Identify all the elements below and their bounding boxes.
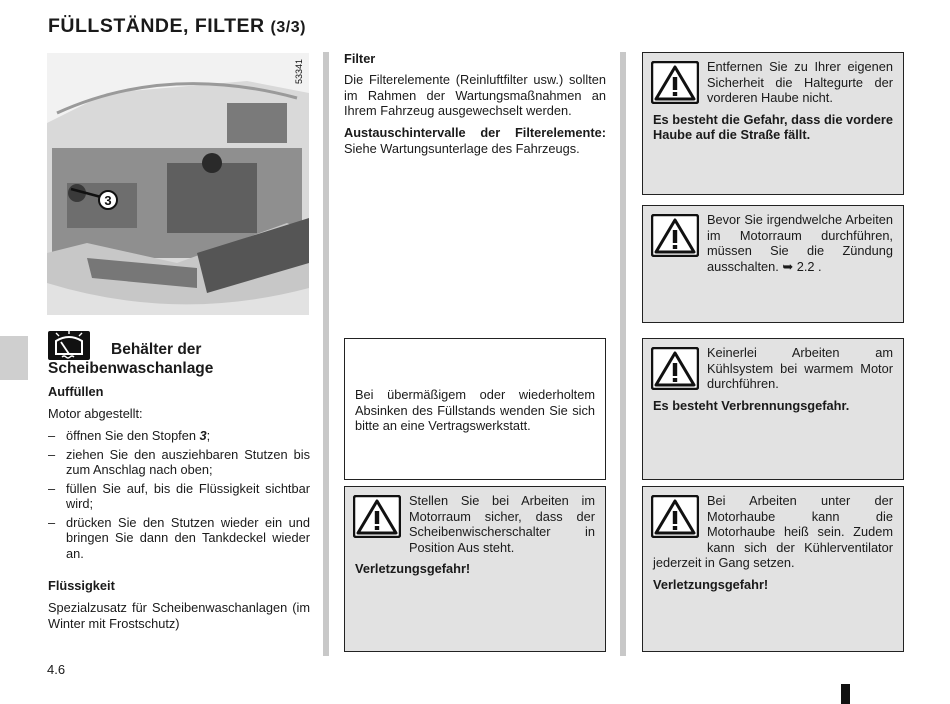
warning-icon (651, 347, 699, 390)
wiper-warning-box: Stellen Sie bei Arbeiten im Motorraum sicher, dass der Scheibenwischerschalter in Position Aus steht. Verletzungsgefahr! (344, 486, 606, 652)
manual-reference: ➥ 2.2 . (782, 258, 822, 274)
fluid-heading: Flüssigkeit (48, 578, 115, 593)
engine-bay-photo (47, 53, 309, 315)
list-item: – drücken Sie den Stutzen wieder ein und bringen Sie dann den Tankdeckel wieder an. (48, 514, 310, 561)
hot-engine-warning-box: Keinerlei Arbeiten am Kühlsystem bei warmem Motor durchführen. Es besteht Verbrennungsgefahr. (642, 338, 904, 480)
column-divider (323, 52, 329, 656)
photo-number: 53341 (294, 59, 304, 85)
hood-belts-warning-box: Entfernen Sie zu Ihrer eigenen Sicherheit die Haltegurte der vorderen Haube nicht. Es besteht die Gefahr, dass die vordere Haube auf die Straße fällt. (642, 52, 904, 195)
filter-text: Die Filterelemente (Reinluftfilter usw.) sollten im Rahmen der Wartungsmaßnahmen an Ihrem Fahrzeug ausgewechselt werden. (344, 72, 606, 118)
list-item: – füllen Sie auf, bis die Flüssigkeit sichtbar wird; (48, 480, 310, 511)
engine-off-text: Motor abgestellt: (48, 406, 143, 421)
page-number: 4.6 (47, 662, 66, 677)
page-title: FÜLLSTÄNDE, FILTER (3/3) (48, 15, 306, 37)
list-item: – ziehen Sie den ausziehbaren Stutzen bis zum Anschlag nach oben; (48, 446, 310, 477)
photo-callout: 3 (104, 193, 112, 208)
warning-icon (651, 61, 699, 104)
ignition-warning-box: Bevor Sie irgendwelche Arbeiten im Motorraum durchführen, müssen Sie die Zündung ausschalten. ➥ 2.2 . (642, 205, 904, 323)
list-item: – öffnen Sie den Stopfen 3; (48, 428, 211, 443)
fluid-text: Spezialzusatz für Scheibenwaschanlagen (im Winter mit Frostschutz) (48, 600, 310, 631)
warning-icon (651, 495, 699, 538)
washer-section-heading: Behälter der Scheibenwaschanlage (48, 341, 214, 377)
section-tab (0, 336, 28, 380)
level-drop-notice: Bei übermäßigem oder wiederholtem Absinken des Füllstands wenden Sie sich bitte an eine Vertragswerkstatt. (344, 338, 606, 480)
page-corner-mark (841, 684, 850, 704)
warning-icon (353, 495, 401, 538)
hot-hood-warning-box: Bei Arbeiten unter der Motorhaube kann die Motorhaube heiß sein. Zudem kann sich der Kühlerventilator jederzeit in Gang setzen. Verletzungsgefahr! (642, 486, 904, 652)
column-divider (620, 52, 626, 656)
refill-heading: Auffüllen (48, 384, 104, 399)
filter-heading: Filter (344, 51, 376, 66)
warning-icon (651, 214, 699, 257)
filter-interval: Austauschintervalle der Filterelemente: Siehe Wartungsunterlage des Fahrzeugs. (344, 125, 606, 156)
refill-steps (48, 428, 310, 564)
